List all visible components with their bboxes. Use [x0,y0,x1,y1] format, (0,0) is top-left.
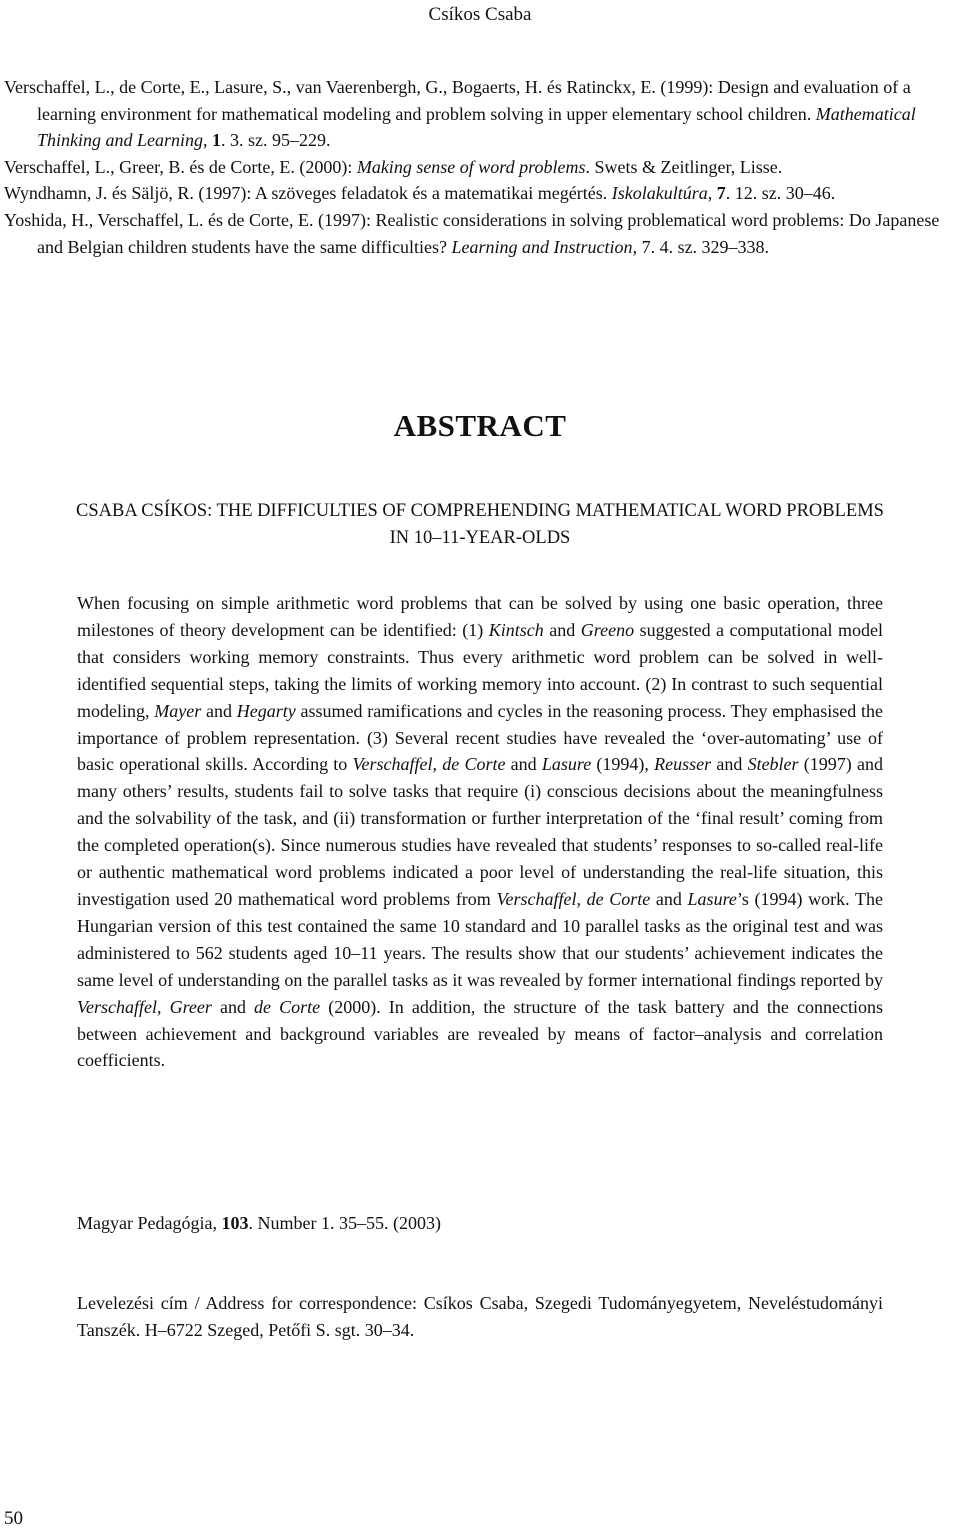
abstract-text: and [711,754,748,775]
abstract-title [0,498,960,552]
abstract-italic-name: Kintsch [488,619,544,640]
abstract-italic-name: Verschaffel [352,754,433,775]
abstract-text: and [201,700,237,721]
reference-separator: , [203,130,213,151]
abstract-text: suggested a computational model that considers working memory constraints. Thus every arithmetic word problem can be solved in well-identified sequential steps, taking the limits of working memory into account. (2) In contrast to such sequential modeling, [77,619,883,721]
abstract-text: ’s (1994) work. The Hungarian version of this test contained the same 10 standard and 10 parallel tasks as the original test and was administered to 562 students aged 10–11 years. The results show that our students’ achievement indicates the same level of understanding on the parallel tasks as it was revealed by former international findings reported by [77,888,883,990]
abstract-italic-name: Reusser [654,754,712,775]
reference-source: Iskolakultúra [611,183,708,204]
reference-item [4,74,956,154]
abstract-italic-name: de Corte [254,996,321,1017]
citation-volume: 103 [221,1213,249,1233]
abstract-text: (2000). In addition, the structure of the task battery and the connections between achievement and background variables are revealed by means of factor–analysis and correlation coefficients. [77,996,883,1071]
abstract-text: assumed ramifications and cycles in the reasoning process. They emphasised the importance of problem representation. (3) Several recent studies have revealed the ‘over-automating’ use of basic operational skills. According to [77,700,883,775]
reference-pages: , 7. 4. sz. 329–338. [632,236,770,257]
abstract-text: (1997) and many others’ results, students fail to solve tasks that require (i) conscious decisions about the meaningfulness and the solvability of the task, and (ii) transformation or further interpretation of the ‘final result’ coming from the completed operation(s). Since numerous studies have revealed that students’ responses to so-called real-life or authentic mathematical word problems indicated a poor level of understanding the real-life situation, this investigation used 20 mathematical word problems from [77,754,883,909]
abstract-title-line: CSABA CSÍKOS: THE DIFFICULTIES OF COMPREHENDING MATHEMATICAL WORD PROBLEMS [76,501,884,521]
citation-issue-pages: . Number 1. 35–55. (2003) [248,1213,441,1233]
abstract-text: and [650,888,688,909]
abstract-text: , [432,754,443,775]
reference-item [4,207,956,260]
abstract-italic-name: Greeno [580,619,635,640]
citation-journal: Magyar Pedagógia, [77,1213,222,1233]
reference-authors-title: Verschaffel, L., Greer, B. és de Corte, E. (2000): [4,156,357,177]
reference-authors-title: Verschaffel, L., de Corte, E., Lasure, S., van Vaerenbergh, G., Bogaerts, H. és Ratinckx, E. (1999): Design and evaluation of a learning environment for mathematical modeling and problem solving in upper elementary school children. [4,77,911,124]
journal-citation [77,1210,441,1236]
abstract-text: When focusing on simple arithmetic word problems that can be solved by using one basic operation, three milestones of theory development can be identified: (1) [77,593,883,640]
abstract-title-line: IN 10–11-YEAR-OLDS [389,528,571,548]
abstract-heading: ABSTRACT [393,408,567,443]
abstract-italic-name: Lasure [687,888,737,909]
abstract-italic-name: Stebler [747,754,799,775]
reference-item [4,180,956,207]
abstract-italic-name: Lasure [541,754,592,775]
abstract-text: and [543,619,581,640]
reference-source: Making sense of word problems [356,156,586,177]
reference-authors-title: Wyndhamn, J. és Säljö, R. (1997): A szöveges feladatok és a matematikai megértés. [4,183,612,204]
reference-volume: 1 [212,130,222,151]
running-head: Csíkos Csaba [428,4,532,25]
reference-pages: . Swets & Zeitlinger, Lisse. [585,156,783,177]
reference-volume: 7 [716,183,726,204]
abstract-body [77,590,883,1074]
abstract-text: and [505,754,542,775]
reference-separator: , [707,183,717,204]
abstract-text: (1994), [591,754,655,775]
abstract-text: and [211,996,255,1017]
reference-source: Learning and Instruction [451,236,633,257]
abstract-italic-name: Verschaffel, Greer [77,996,212,1017]
correspondence-address: Levelezési cím / Address for correspondence: Csíkos Csaba, Szegedi Tudományegyetem, Neveléstudományi Tanszék. H–6722 Szeged, Petőfi S. sgt. 30–34. [77,1293,883,1340]
abstract-italic-name: Verschaffel, de Corte [496,888,651,909]
reference-authors-title: Yoshida, H., Verschaffel, L. és de Corte, E. (1997): Realistic considerations in solving problematical word problems: Do Japanese and Belgian children students have the same difficulties? [4,209,940,257]
abstract-italic-name: Hegarty [236,700,296,721]
reference-list [4,74,956,260]
abstract-italic-name: Mayer [154,700,202,721]
reference-item [4,154,956,181]
reference-pages: . 12. sz. 30–46. [725,183,836,204]
page-number: 50 [4,1508,23,1529]
reference-pages: . 3. sz. 95–229. [221,130,331,151]
abstract-italic-name: de Corte [442,754,506,775]
reference-source: Mathematical Thinking and Learning [37,103,916,151]
